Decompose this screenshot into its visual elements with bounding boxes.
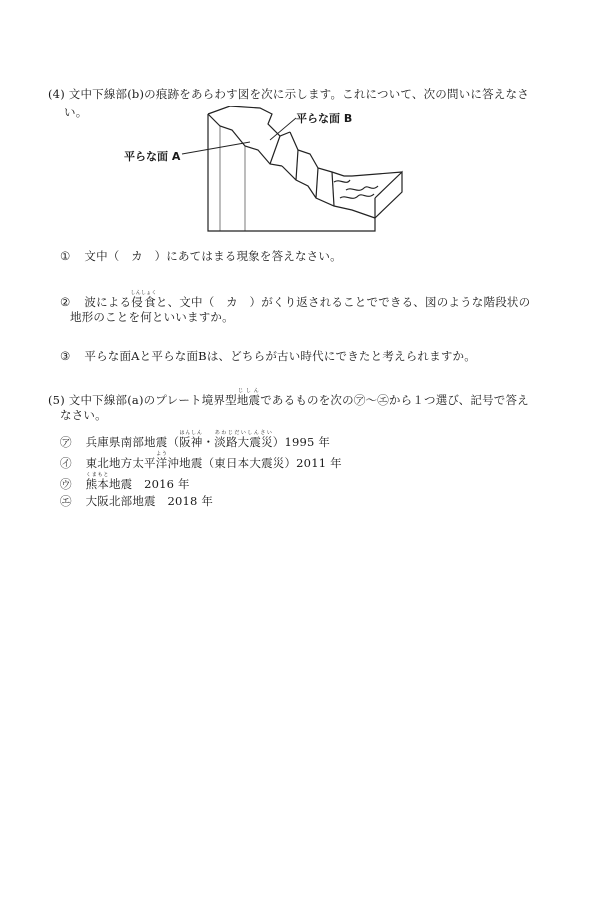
option-c-marker: ㋒ xyxy=(60,477,72,491)
option-d-marker: ㋓ xyxy=(60,494,72,508)
q5-stem-line2: なさい。 xyxy=(60,408,107,422)
sub1-text: 文中（ カ ）にあてはまる現象を答えなさい。 xyxy=(84,249,342,263)
q5-option-c: ㋒ 熊本くまもと地震 2016 年 xyxy=(60,472,190,491)
option-a-ruby-hanshin: 阪神はんしん xyxy=(179,430,203,449)
q5-stem-pre: (5) 文中下線部(a)のプレート境界型 xyxy=(48,393,237,407)
sub3-text: 平らな面Aと平らな面Bは、どちらが古い時代にできたと考えられますか。 xyxy=(84,349,476,363)
q5-option-b: ㋑ 東北地方太平洋よう沖地震（東日本大震災）2011 年 xyxy=(60,451,342,470)
q4-sub2-line2: 地形のことを何といいますか。 xyxy=(70,310,234,324)
q5-ruby-jishin: 地震じしん xyxy=(236,388,261,407)
option-a-ruby-awaji: 淡路大震災あわじだいしんさい xyxy=(214,430,273,449)
q5-stem-line1 xyxy=(48,388,529,408)
option-c-ruby-kumamoto: 熊本くまもと xyxy=(85,472,109,491)
sub1-marker: ① xyxy=(60,249,71,263)
q5-option-a: ㋐ 兵庫県南部地震（阪神はんしん・淡路大震災あわじだいしんさい）1995 年 xyxy=(60,430,331,449)
option-b-marker: ㋑ xyxy=(60,456,72,470)
sub2-post: と、文中（ カ ）がくり返されることでできる、図のような階段状の xyxy=(155,295,531,309)
q4-sub1 xyxy=(60,248,342,264)
marine-terrace-diagram xyxy=(120,106,420,236)
q4-stem-line1: (4) 文中下線部(b)の痕跡をあらわす図を次に示します。これについて、次の問いに答えなさ xyxy=(48,87,529,101)
sub2-ruby-shinshoku: 侵食しんしょく xyxy=(130,290,157,309)
q4-sub2-line1 xyxy=(60,290,530,310)
q5-stem-post: であるものを次の㋐～㋓から１つ選び、記号で答え xyxy=(260,393,529,407)
label-flat-surface-b: 平らな面 B xyxy=(296,112,353,125)
sub3-marker: ③ xyxy=(60,349,71,363)
leader-line-a xyxy=(182,142,250,154)
option-a-marker: ㋐ xyxy=(60,435,72,449)
label-flat-surface-a: 平らな面 A xyxy=(124,150,181,163)
block-top-left-edge xyxy=(208,106,230,114)
sub2-pre: 波による xyxy=(84,295,132,309)
option-b-ruby-you: 洋よう xyxy=(155,451,168,470)
q4-sub3 xyxy=(60,348,476,364)
q4-stem-line2: い。 xyxy=(64,105,88,119)
q5-option-d: ㋓ 大阪北部地震 2018 年 xyxy=(60,494,214,508)
sub2-marker: ② xyxy=(60,295,71,309)
